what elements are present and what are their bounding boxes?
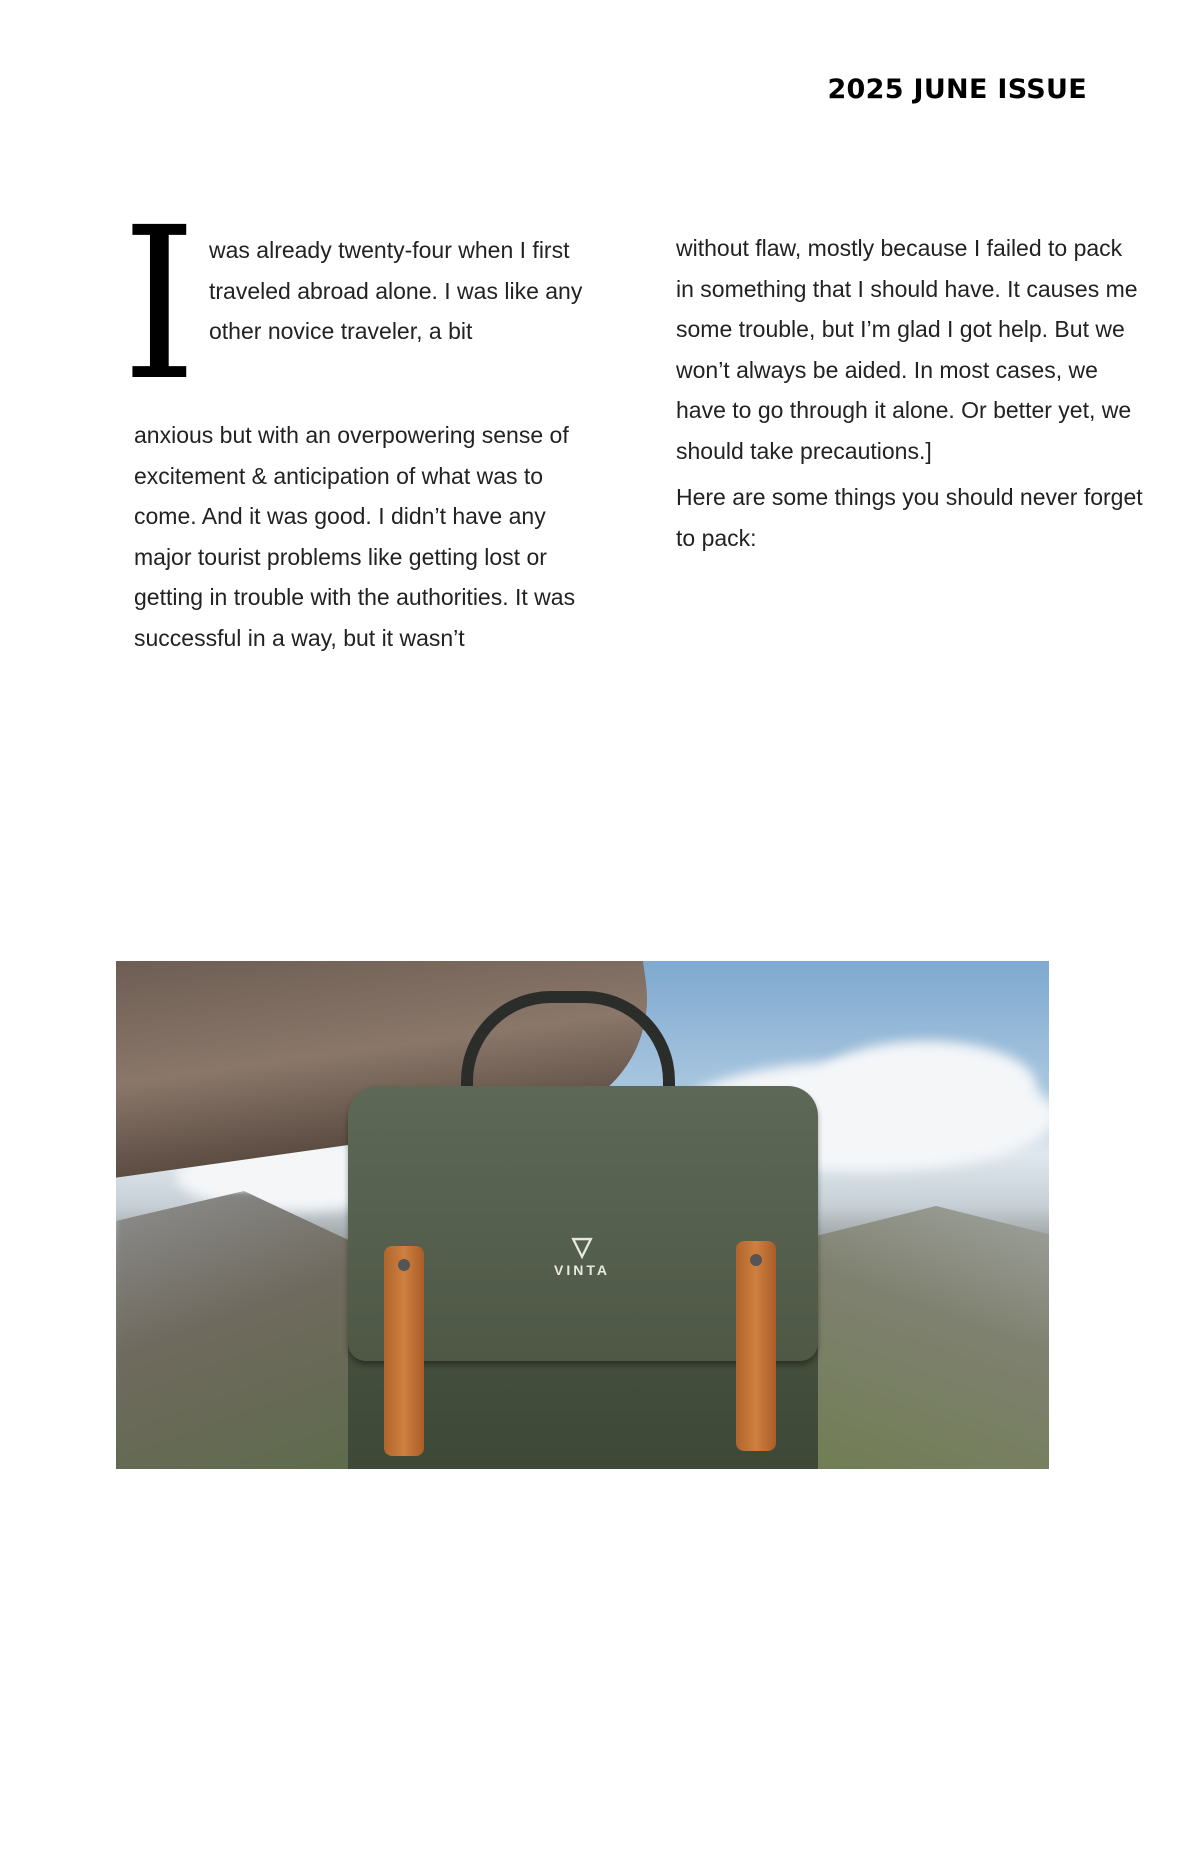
list-lead-in: Here are some things you should never forget to pack:: [676, 484, 1143, 551]
body-paragraph: anxious but with an overpowering sense of excitement & anticipation of what was to come. And it was good. I didn’t have any major tourist problems like getting lost or getting in trouble with the authorities. It was successful in a way, but it wasn’t: [134, 422, 576, 651]
column-1-intro: [209, 230, 599, 352]
leather-strap-right: [736, 1241, 776, 1451]
drop-cap: I: [122, 182, 197, 427]
leather-strap-left: [384, 1246, 424, 1456]
brand-name: VINTA: [554, 1262, 610, 1278]
brand-logo: [554, 1231, 610, 1278]
backpack-photo: [116, 961, 1049, 1469]
body-paragraph-continued: without flaw, mostly because I failed to pack in something that I should have. It causes me some trouble, but I’m glad I got help. But we won’t always be aided. In most cases, we have to go through it alone. Or better yet, we should take precautions.]: [676, 235, 1138, 464]
issue-label: 2025 JUNE ISSUE: [827, 74, 1087, 105]
intro-paragraph: was already twenty-four when I first traveled abroad alone. I was like any other novice traveler, a bit: [209, 237, 583, 344]
column-1-body: [134, 415, 604, 658]
triangle-logo-icon: ▽: [571, 1231, 592, 1261]
column-2: [676, 228, 1146, 558]
